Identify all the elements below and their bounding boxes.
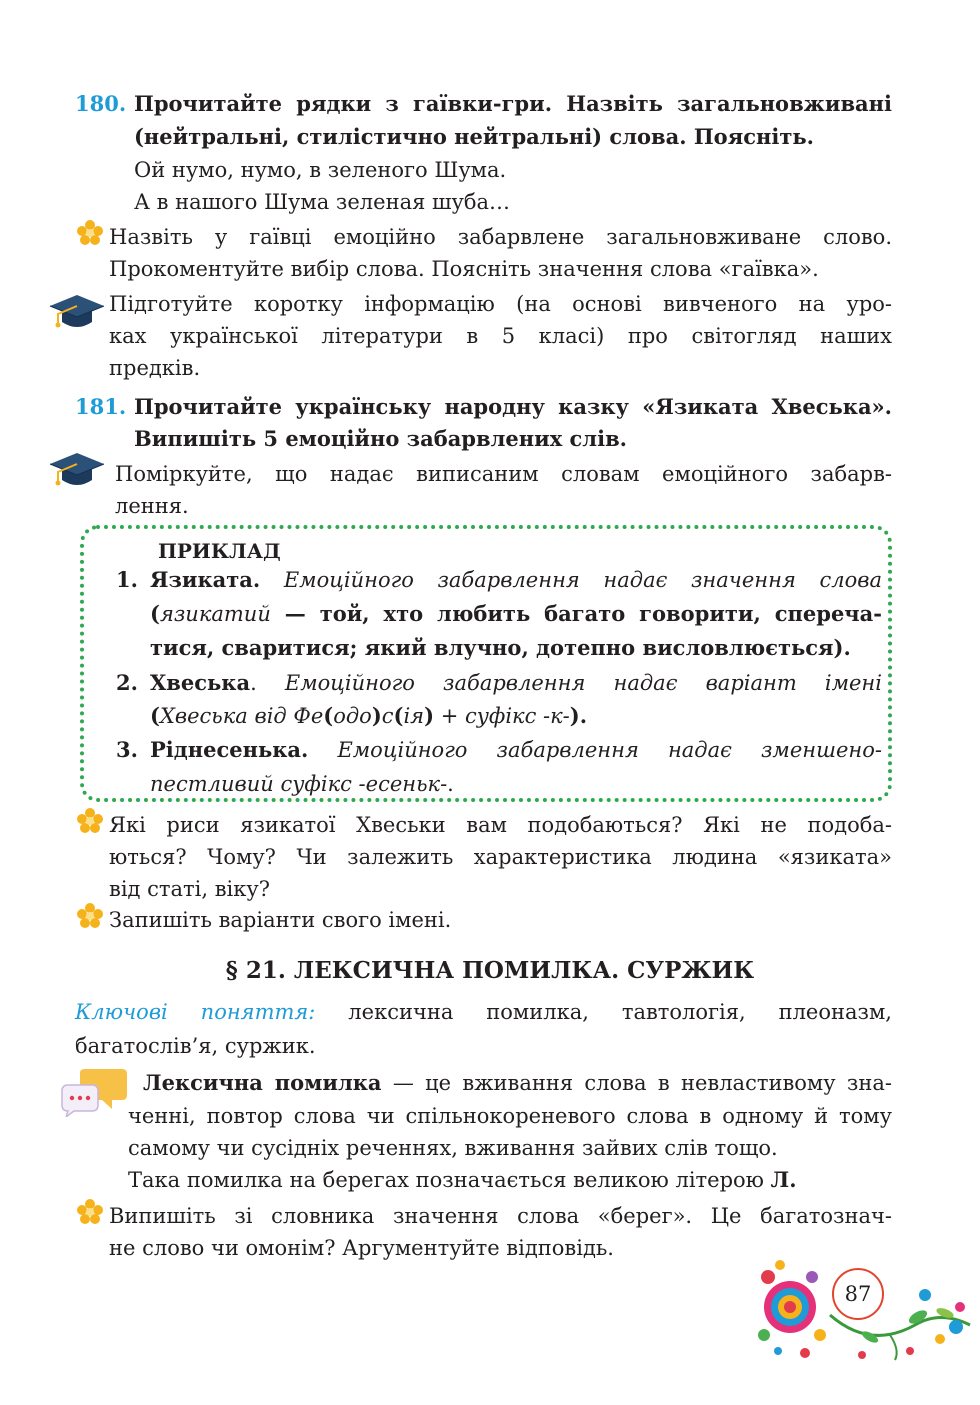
section-task-line2: не слово чи омонім? Аргументуйте відповідь.: [109, 1236, 614, 1260]
paren: ): [424, 703, 435, 728]
name-part: с: [381, 704, 394, 728]
ex180-question2-line1: Підготуйте коротку інформацію (на основі вивченого на уро-: [109, 292, 892, 316]
definition-line3: самому чи сусідніх реченнях, вживання зайвих слів тощо.: [128, 1136, 778, 1160]
example-item1-desc: Емоційного забарвлення надає значення слова: [283, 568, 882, 592]
definition-mark-text: Така помилка на берегах позначається великою літерою: [128, 1168, 771, 1192]
ex181-task-line2: Випишіть 5 емоційно забарвлених слів.: [134, 426, 627, 451]
section-heading: § 21. ЛЕКСИЧНА ПОМИЛКА. СУРЖИК: [225, 957, 755, 984]
example-item3-line2: [150, 768, 454, 800]
speech-bubbles-icon: [58, 1067, 130, 1117]
graduation-cap-icon: [48, 450, 106, 490]
example-item2-word: Хвеська: [150, 670, 251, 695]
ex180-question1-line1: Назвіть у гаївці емоційно забарвлене загальновживане слово.: [109, 225, 892, 249]
poem-line-1: Ой нумо, нумо, в зеленого Шума.: [134, 158, 507, 182]
page-number: 87: [832, 1268, 884, 1320]
question-line4: Запишіть варіанти свого імені.: [109, 908, 452, 932]
flower-icon: [77, 903, 103, 929]
paren: (: [150, 703, 160, 728]
exercise-number-180: 180.: [75, 91, 127, 116]
example-item3-word: Ріднесенька.: [150, 737, 309, 762]
definition-line4: [128, 1164, 797, 1196]
example-item3-number: 3.: [116, 737, 138, 762]
example-item2-line2: [150, 700, 587, 732]
graduation-cap-icon: [48, 292, 106, 332]
definition-mark-letter: Л.: [770, 1167, 797, 1192]
example-item1-meaning: — той, хто любить багато говорити, спереча-: [270, 601, 882, 626]
paren: (: [150, 601, 160, 626]
name-part: ія: [403, 704, 425, 728]
dot: .: [250, 671, 257, 695]
suffix: + суфікс -к-: [434, 704, 570, 728]
definition-line1: [143, 1067, 892, 1099]
section-task-line1: Випишіть зі словника значення слова «берег». Це багатознач-: [109, 1204, 892, 1228]
definition-term: Лексична помилка: [143, 1070, 382, 1095]
ex181-question1-line1: Поміркуйте, що надає виписаним словам емоційного забарв-: [115, 462, 892, 486]
key-concepts-line1: [75, 996, 892, 1028]
suffix: пестливий суфікс -есеньк-: [150, 772, 448, 796]
example-item1-number: 1.: [116, 567, 138, 592]
example-item2-number: 2.: [116, 670, 138, 695]
name-part: одо: [333, 704, 372, 728]
definition-line2: ченні, повтор слова чи спільнокореневого слова в одному й тому: [128, 1104, 892, 1128]
paren: (: [323, 703, 334, 728]
key-concepts-label: Ключові поняття:: [75, 1000, 316, 1024]
paren: (: [393, 703, 404, 728]
ex180-task-line1: Прочитайте рядки з гаївки-гри. Назвіть загальновживані: [134, 91, 892, 116]
example-title: ПРИКЛАД: [158, 539, 281, 563]
paren: ).: [569, 703, 588, 728]
example-item2-word-group: [150, 671, 257, 695]
ex181-question1-line2: лення.: [115, 494, 189, 518]
example-item1-line2: [150, 598, 882, 630]
ex181-task-line1: Прочитайте українську народну казку «Язиката Хвеська».: [134, 394, 892, 419]
poem-line-2: А в нашого Шума зеленая шуба…: [134, 190, 511, 214]
question-line2: ються? Чому? Чи залежить характеристика людина «язиката»: [109, 845, 892, 869]
flower-icon: [77, 220, 103, 246]
paren: ): [371, 703, 382, 728]
exercise-number-181: 181.: [75, 394, 127, 419]
example-item2-line1: [150, 667, 882, 699]
flower-icon: [77, 808, 103, 834]
question-line3: від статі, віку?: [109, 877, 271, 901]
example-item1-line3: тися, сваритися; який влучно, дотепно висловлюється).: [150, 635, 851, 660]
dot: .: [447, 772, 454, 796]
question-line1: Які риси язикатої Хвеськи вам подобаються? Які не подоба-: [109, 813, 892, 837]
ex180-question2-line2: ках української літератури в 5 класі) про світогляд наших: [109, 324, 892, 348]
name-origin: Хвеська від Фе: [159, 704, 324, 728]
example-item2-desc: Емоційного забарвлення надає варіант імені: [284, 671, 882, 695]
example-item1-word: Язиката.: [150, 567, 261, 592]
example-item3-line1: [150, 734, 882, 766]
definition-text: — це вживання слова в невластивому зна-: [381, 1071, 892, 1095]
key-concepts-list: лексична помилка, тавтологія, плеоназм,: [315, 1000, 892, 1024]
example-item3-desc: Емоційного забарвлення надає зменшено-: [337, 738, 882, 762]
flower-icon: [77, 1199, 103, 1225]
ex180-task-line2: (нейтральні, стилістично нейтральні) слова. Поясніть.: [134, 124, 814, 149]
example-item1-line1: [150, 564, 882, 596]
ex180-question2-line3: предків.: [109, 356, 201, 380]
key-concepts-line2: багатослів’я, суржик.: [75, 1034, 316, 1058]
ex180-question1-line2: Прокоментуйте вибір слова. Поясніть значення слова «гаївка».: [109, 257, 819, 281]
example-item1-term: язикатий: [159, 602, 271, 626]
